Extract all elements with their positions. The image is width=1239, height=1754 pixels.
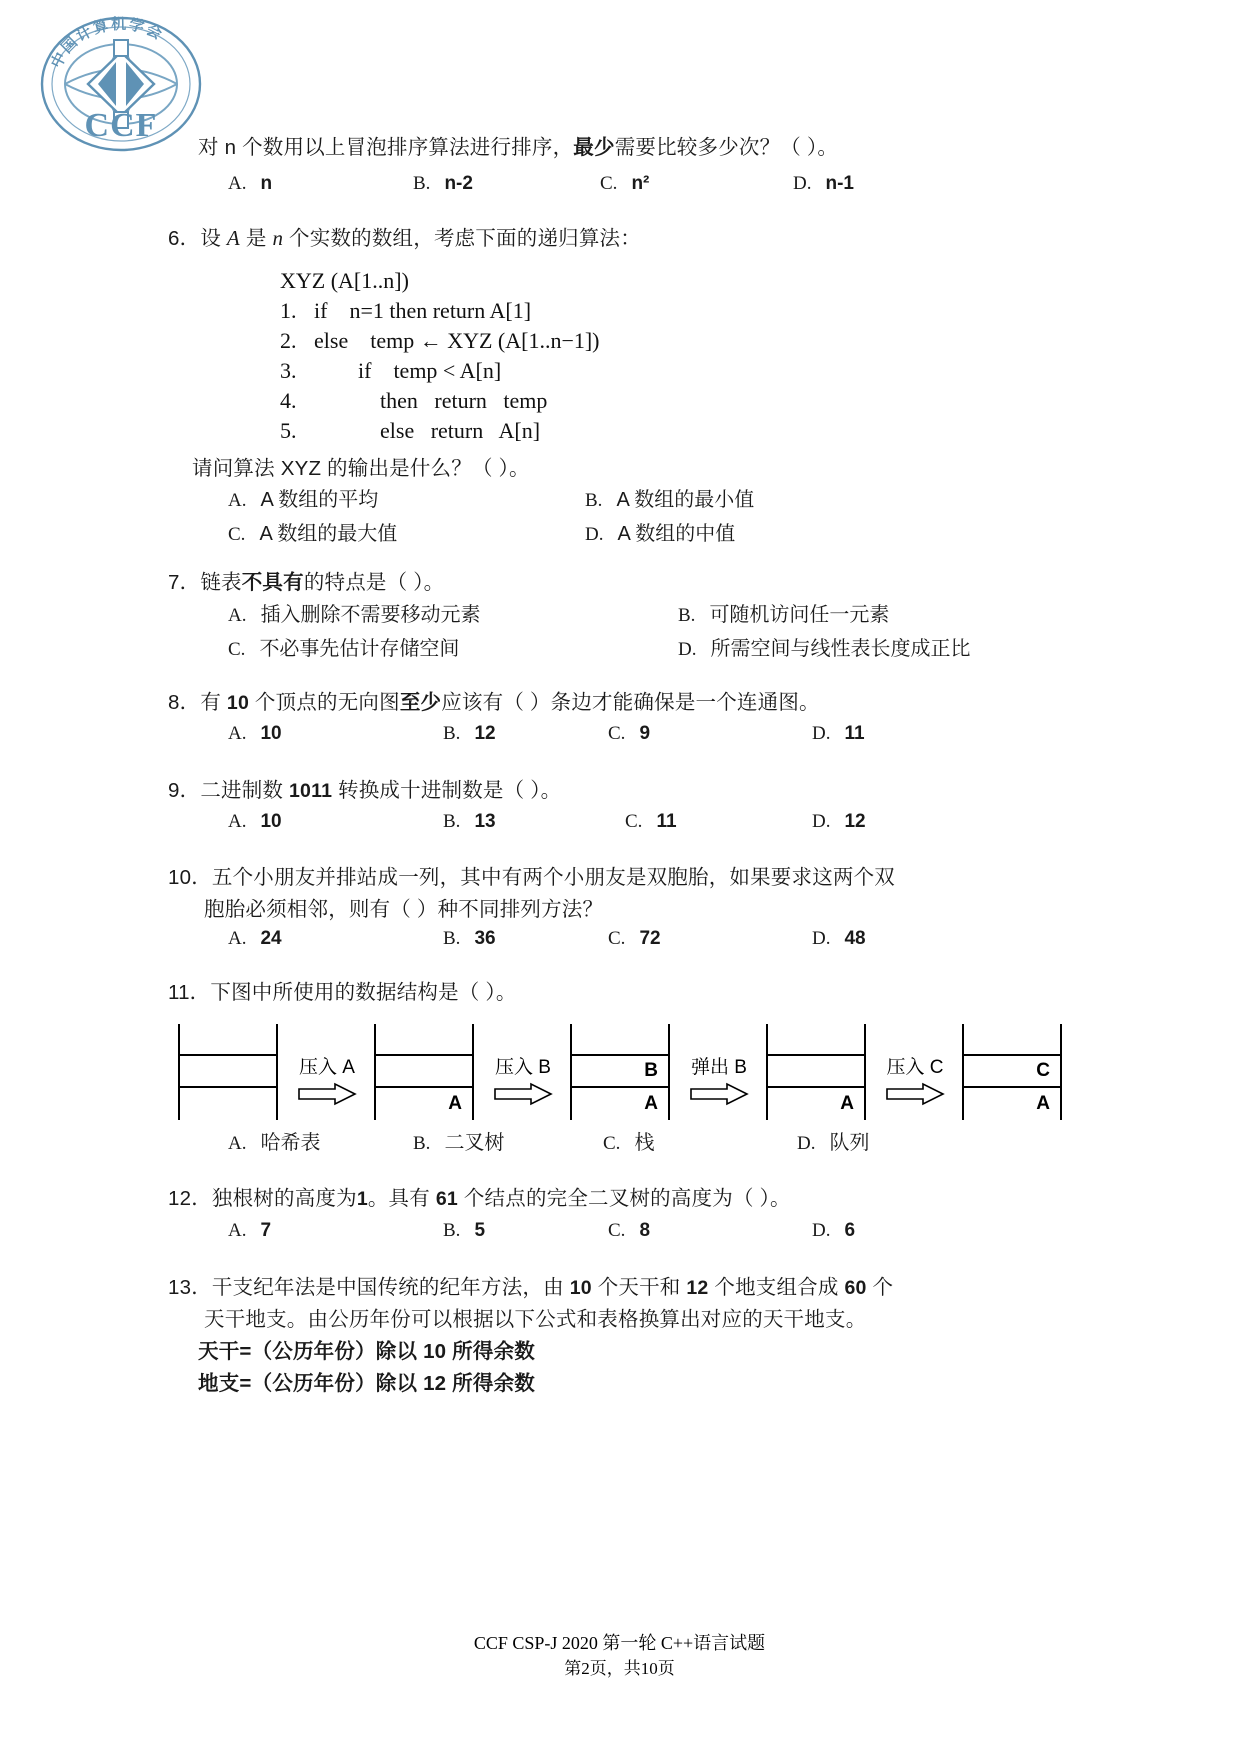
q9-option-a[interactable]: A. 10 [228,811,282,832]
stack-cell [768,1024,864,1056]
code-line-2: 2. else temp ← XYZ (A[1..n−1]) [280,328,600,353]
push-b-label: 压入 B [495,1057,551,1078]
q10-option-b[interactable]: B. 36 [443,928,496,949]
q12-option-b[interactable]: B. 5 [443,1220,486,1241]
q6-option-a[interactable]: A. A 数组的平均 [228,489,379,511]
arrow-right-icon [297,1082,357,1106]
question-6-options [0,485,1239,551]
q6-option-d[interactable]: D. A 数组的中值 [585,523,736,545]
q7-stem-bold: 不具有 [241,571,304,594]
q6-var-a: A [226,226,240,250]
arrow-right-icon [689,1082,749,1106]
q12-option-c[interactable]: C. 8 [608,1220,651,1241]
pop-b-arrow-group [675,1052,763,1106]
stack-after-push-a [374,1024,474,1120]
stack-cell [180,1056,276,1088]
stack-cell: B [572,1056,668,1088]
q10-option-d[interactable]: D. 48 [812,928,866,949]
q12-number: 12． [168,1187,212,1210]
push-a-arrow-group [283,1052,371,1106]
stack-cell: C [964,1056,1060,1088]
question-11-options [0,1128,1239,1160]
q5-stem-bold: 最少 [573,136,615,159]
q6-number: 6． [168,227,201,250]
q10-option-c[interactable]: C. 72 [608,928,661,949]
q6-question-line: 请问算法 XYZ 的输出是什么？（ ）。 [192,457,530,480]
q9-option-b[interactable]: B. 13 [443,811,496,832]
q12-node-count: 61 [435,1188,458,1210]
svg-text:中国计算机学会: 中国计算机学会 [48,15,167,71]
q13-heavenly-count: 10 [569,1277,592,1299]
q13-combination-count: 60 [844,1277,867,1299]
question-5-stem [198,132,838,164]
q5-option-d[interactable]: D. n-1 [793,173,854,194]
q12-option-a[interactable]: A. 7 [228,1220,272,1241]
q5-option-b[interactable]: B. n-2 [413,173,473,194]
svg-text:CCF: CCF [84,107,158,144]
stack-after-push-c [962,1024,1062,1120]
q8-vertex-count: 10 [226,692,250,714]
q11-number: 11． [168,981,211,1004]
stack-cell [768,1056,864,1088]
q8-option-a[interactable]: A. 10 [228,723,282,744]
push-c-arrow-group [871,1052,959,1106]
code-line-3: 3. if temp < A[n] [280,358,502,383]
code-line-5: 5. else return A[n] [280,418,541,443]
q5-option-c[interactable]: C. n² [600,173,650,194]
q7-option-a[interactable]: A. 插入删除不需要移动元素 [228,604,481,626]
question-9-stem: 9．二进制数 1011 转换成十进制数是（ ）。 [168,779,562,802]
q8-number: 8． [168,691,201,714]
stack-after-push-b [570,1024,670,1120]
stack-cell [964,1024,1060,1056]
q7-option-b[interactable]: B. 可随机访问任一元素 [678,604,890,626]
question-6-stem: 6．设 A 是 n 个实数的数组，考虑下面的递归算法： [168,226,641,250]
code-line-4: 4. then return temp [280,388,548,413]
stack-cell: A [840,1093,854,1114]
footer-exam-title: CCF CSP-J 2020 第一轮 C++语言试题 [473,1633,766,1653]
stack-cell: A [1036,1093,1050,1114]
arrow-right-icon [493,1082,553,1106]
question-12-stem: 12．独根树的高度为1。具有 61 个结点的完全二叉树的高度为（ ）。 [168,1187,791,1210]
q13-number: 13． [168,1276,212,1299]
q13-formula-2: 地支=（公历年份）除以 12 所得余数 [198,1372,535,1395]
q8-option-b[interactable]: B. 12 [443,723,496,744]
question-8-options [0,718,1239,750]
question-7-options [0,600,1239,666]
q11-option-b[interactable]: B. 二叉树 [413,1132,505,1154]
code-header: XYZ (A[1..n]) [280,268,409,293]
q9-option-d[interactable]: D. 12 [812,811,866,832]
q5-stem-post: 需要比较多少次？（ ）。 [614,136,839,159]
stack-cell [376,1024,472,1056]
question-7-stem: 7．链表不具有的特点是（ ）。 [168,571,445,594]
q9-binary-value: 1011 [289,780,333,802]
question-5-options [0,168,1239,200]
q5-option-a[interactable]: A. n [228,173,273,194]
stack-after-pop-b [766,1024,866,1120]
q6-option-c[interactable]: C. A 数组的最大值 [228,523,398,545]
stack-cell [180,1088,276,1120]
question-10-options [0,923,1239,955]
q6-option-b[interactable]: B. A 数组的最小值 [585,489,755,511]
stack-cell [376,1056,472,1088]
q12-option-d[interactable]: D. 6 [812,1220,856,1241]
q9-option-c[interactable]: C. 11 [625,811,677,832]
question-5-tail [198,132,838,164]
stack-cell [572,1024,668,1056]
question-9-options [0,806,1239,838]
stack-cell: A [644,1093,658,1114]
q8-option-d[interactable]: D. 11 [812,723,865,744]
stack-cell: A [448,1093,462,1114]
question-10-stem: 10．五个小朋友并排站成一列，其中有两个小朋友是双胞胎，如果要求这两个双 胞胎必须相邻，则有（ ）种不同排列方法？ [168,866,896,921]
page-footer [0,1630,1239,1682]
q7-number: 7． [168,571,201,594]
q7-option-d[interactable]: D. 所需空间与线性表长度成正比 [678,638,971,660]
q6-var-n: n [272,226,284,250]
ccf-logo [26,10,216,160]
q13-formula-1: 天干=（公历年份）除以 10 所得余数 [198,1340,535,1363]
q13-earthly-count: 12 [686,1277,709,1299]
push-c-label: 压入 C [886,1057,944,1078]
stack-operations-diagram [178,1024,1058,1124]
question-8-stem: 8．有 10 个顶点的无向图至少应该有（ ）条边才能确保是一个连通图。 [168,691,820,714]
q11-option-a[interactable]: A. 哈希表 [228,1132,321,1154]
stack-initial [178,1024,278,1120]
q10-number: 10． [168,866,212,889]
q8-option-c[interactable]: C. 9 [608,723,651,744]
footer-page-number: 第2页，共10页 [564,1659,675,1678]
arrow-right-icon [885,1082,945,1106]
push-b-arrow-group [479,1052,567,1106]
q10-option-a[interactable]: A. 24 [228,928,282,949]
stack-cell [180,1024,276,1056]
q9-number: 9． [168,779,201,802]
q11-option-c[interactable]: C. 栈 [603,1132,655,1154]
question-13-stem: 13．干支纪年法是中国传统的纪年方法，由 10 个天干和 12 个地支组合成 60 个 天干地支。由公历年份可以根据以下公式和表格换算出对应的天干地支。 天干=（公历年份）除以 10 所得余数 地支=（公历年份）除以 12 所得余数 [168,1272,893,1400]
question-12-options [0,1215,1239,1247]
code-line-1: 1. if n=1 then return A[1] [280,298,532,323]
q11-option-d[interactable]: D. 队列 [797,1132,870,1154]
pop-b-label: 弹出 B [691,1057,747,1078]
q5-stem-pre: 对 n 个数用以上冒泡排序算法进行排序， [198,136,574,159]
push-a-label: 压入 A [299,1057,355,1078]
q6-pseudocode [280,266,600,446]
question-11-stem: 11．下图中所使用的数据结构是（ ）。 [168,981,517,1004]
q8-stem-bold: 至少 [399,691,442,714]
q12-root-height: 1 [356,1188,368,1210]
q7-option-c[interactable]: C. 不必事先估计存储空间 [228,638,460,660]
